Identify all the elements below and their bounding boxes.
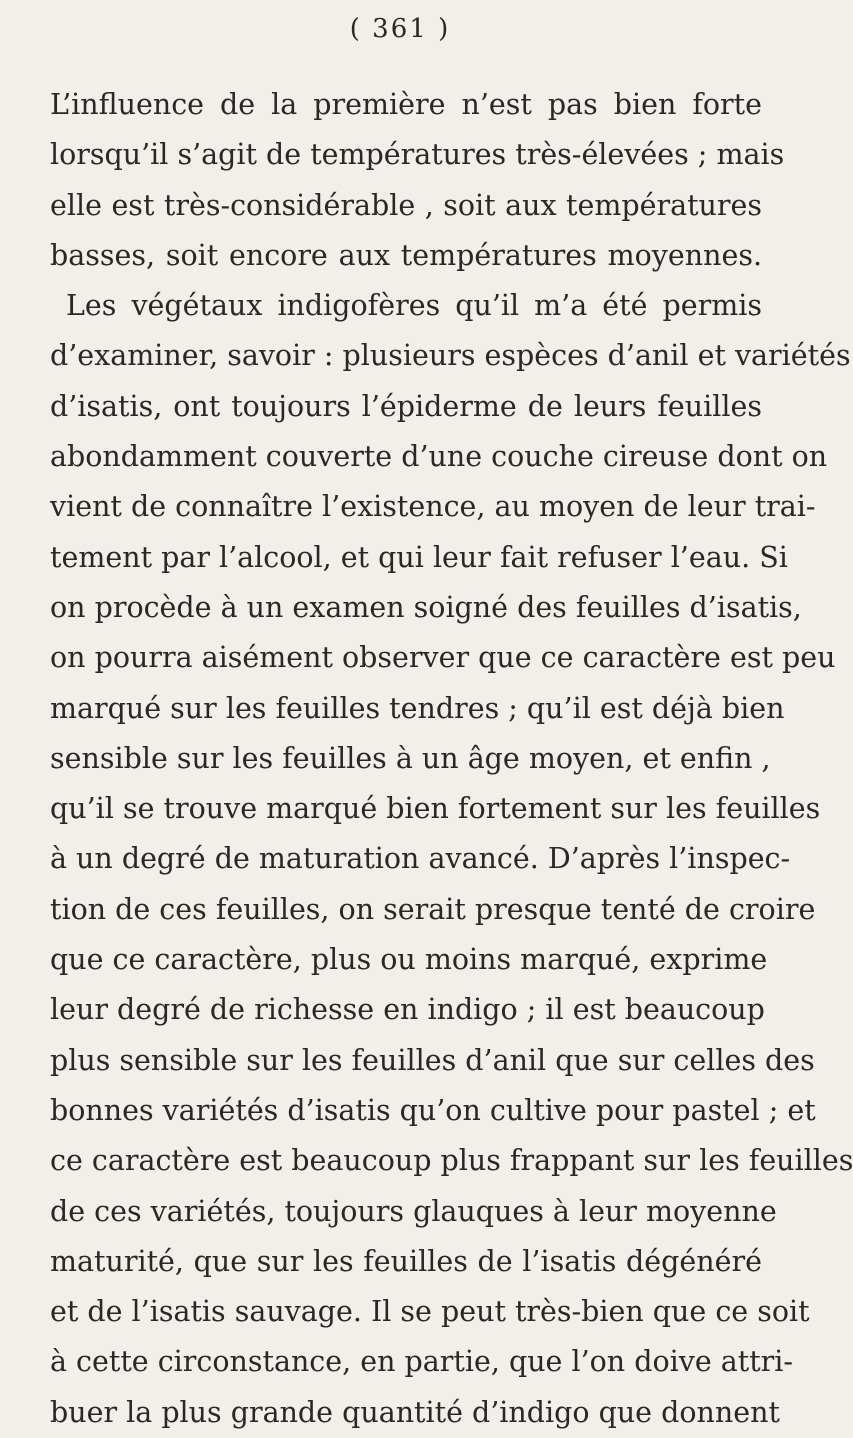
text-line: sensible sur les feuilles à un âge moyen, et enfin , <box>50 741 771 775</box>
text-line: leur degré de richesse en indigo ; il est beaucoup <box>50 993 765 1027</box>
text-line: maturité, que sur les feuilles de l’isatis dégénéré <box>50 1244 762 1278</box>
text-line: L’influence de la première n’est pas bien forte <box>50 88 762 121</box>
text-line: et de l’isatis sauvage. Il se peut très-bien que ce soit <box>50 1295 810 1329</box>
text-line: bonnes variétés d’isatis qu’on cultive pour pastel ; et <box>50 1093 816 1127</box>
text-line: d’isatis, ont toujours l’épiderme de leurs feuilles <box>50 389 762 423</box>
text-line: abondamment couverte d’une couche cireuse dont on <box>50 440 828 474</box>
text-line: ce caractère est beaucoup plus frappant sur les feuilles <box>50 1144 853 1178</box>
text-line: plus sensible sur les feuilles d’anil que sur celles des <box>50 1043 815 1077</box>
text-line: basses, soit encore aux températures moyennes. <box>50 238 762 272</box>
text-line: d’examiner, savoir : plusieurs espèces d’anil et variétés <box>50 339 851 373</box>
text-line: Les végétaux indigofères qu’il m’a été permis <box>66 289 762 323</box>
text-line: tement par l’alcool, et qui leur fait refuser l’eau. Si <box>50 540 788 574</box>
text-line: elle est très-considérable , soit aux températures <box>50 188 762 222</box>
text-line: de ces variétés, toujours glauques à leur moyenne <box>50 1194 777 1228</box>
body-text <box>50 80 853 1438</box>
text-line: à cette circonstance, en partie, que l’on doive attri- <box>50 1345 794 1379</box>
text-line: qu’il se trouve marqué bien fortement sur les feuilles <box>50 792 821 826</box>
text-line: marqué sur les feuilles tendres ; qu’il est déjà bien <box>50 691 785 725</box>
text-line: que ce caractère, plus ou moins marqué, exprime <box>50 943 768 977</box>
text-line: buer la plus grande quantité d’indigo que donnent <box>50 1395 780 1429</box>
text-line: à un degré de maturation avancé. D’après l’inspec- <box>50 842 791 876</box>
text-line: lorsqu’il s’agit de températures très-élevées ; mais <box>50 138 785 172</box>
text-line: vient de connaître l’existence, au moyen de leur trai- <box>50 490 816 524</box>
text-line: on procède à un examen soigné des feuilles d’isatis, <box>50 590 802 624</box>
text-line: tion de ces feuilles, on serait presque tenté de croire <box>50 892 816 926</box>
text-line: on pourra aisément observer que ce caractère est peu <box>50 641 836 675</box>
page-number: ( 361 ) <box>349 14 451 44</box>
